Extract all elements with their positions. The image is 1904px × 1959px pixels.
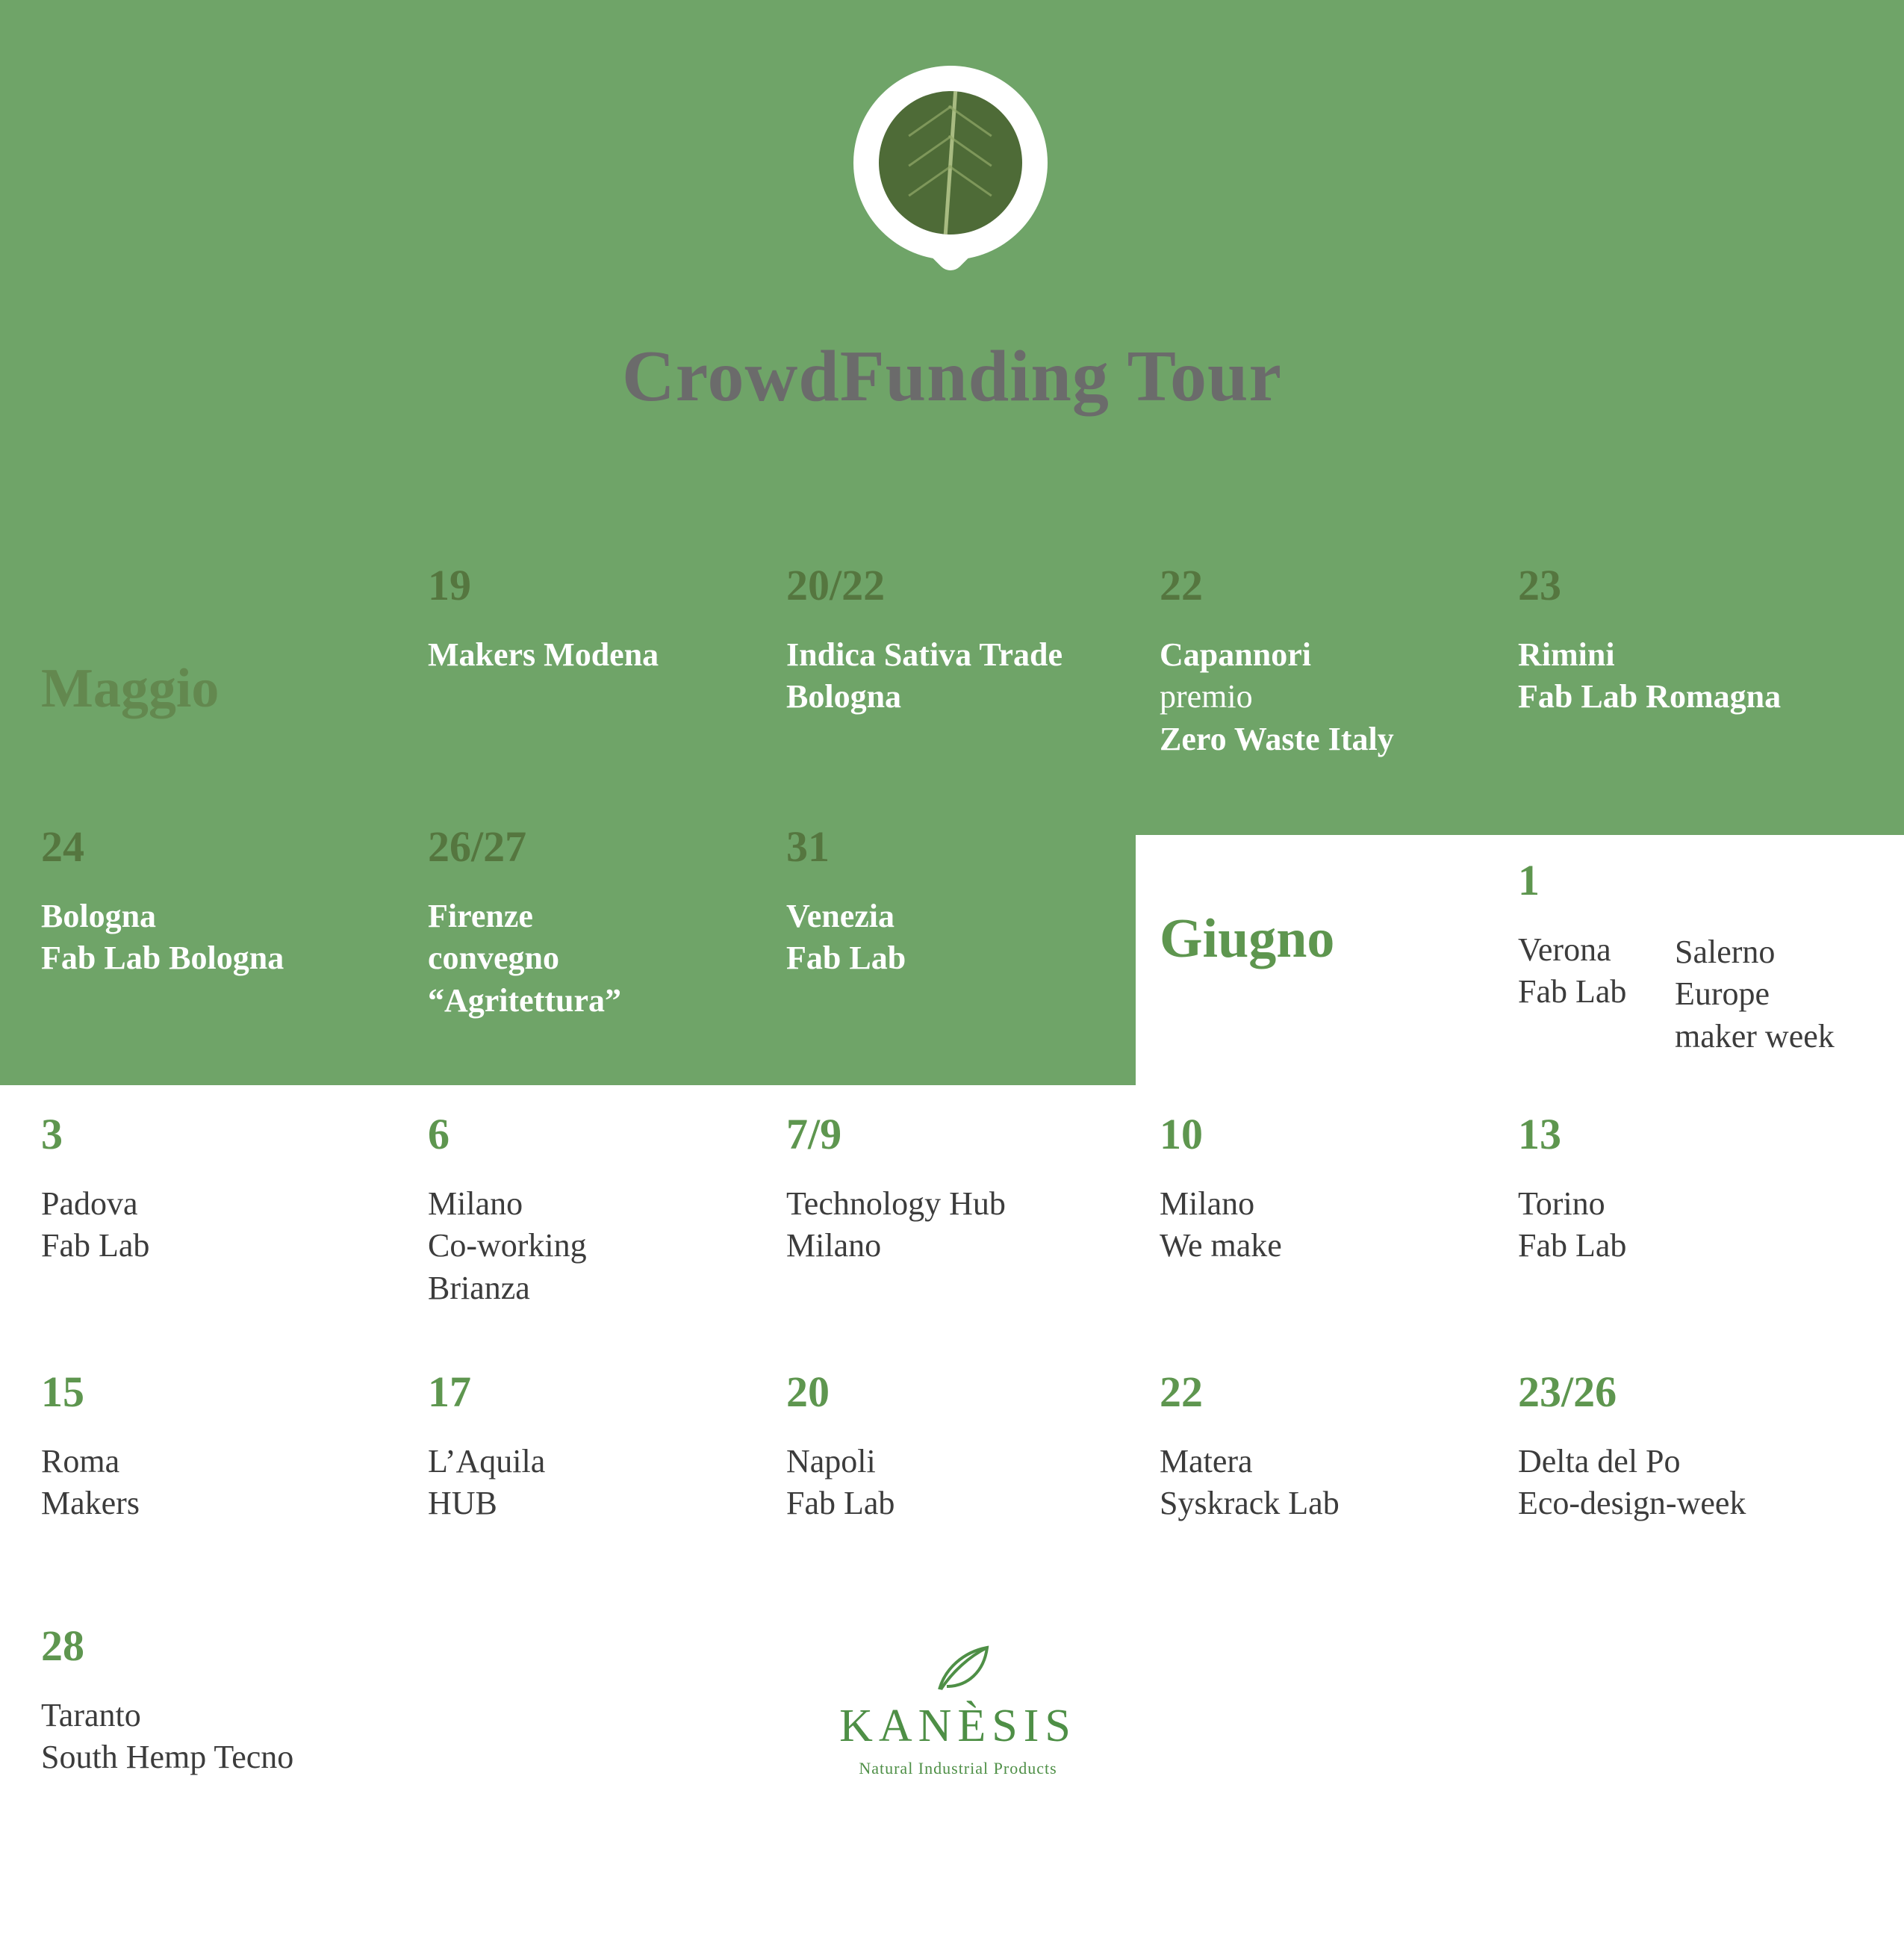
page-title: CrowdFunding Tour xyxy=(622,336,1282,417)
kanesis-wordmark: KANÈSIS xyxy=(839,1701,1077,1751)
event-line: Delta del Po xyxy=(1518,1443,1681,1480)
event-line: Indica Sativa Trade xyxy=(786,636,1063,673)
event-line: Roma xyxy=(41,1443,120,1480)
day-number: 24 xyxy=(41,822,84,871)
event-line: premio xyxy=(1160,678,1253,715)
event-line: Brianza xyxy=(428,1269,530,1306)
month-label-giugno xyxy=(1160,907,1496,971)
event-line: Firenze xyxy=(428,898,533,934)
event-line: Bologna xyxy=(786,678,902,715)
event-line: Fab Lab xyxy=(786,940,906,977)
event-line: Fab Lab xyxy=(1518,973,1627,1010)
event-line: Syskrack Lab xyxy=(1160,1485,1340,1522)
event-maggio-23 xyxy=(1518,561,1891,718)
event-line: Zero Waste Italy xyxy=(1160,720,1394,757)
event-line: Verona xyxy=(1518,931,1611,968)
day-number: 28 xyxy=(41,1621,84,1670)
event-line: Venezia xyxy=(786,898,895,934)
event-line: Europe xyxy=(1675,975,1770,1013)
event-line: Padova xyxy=(41,1185,138,1222)
day-number: 7/9 xyxy=(786,1110,842,1158)
event-giugno-7-9 xyxy=(786,1110,1130,1267)
event-line: Milano xyxy=(1160,1185,1255,1222)
event-maggio-26-27 xyxy=(428,822,779,1022)
event-line: Makers xyxy=(41,1485,140,1522)
event-line: HUB xyxy=(428,1485,497,1522)
event-giugno-1-verona xyxy=(1518,856,1675,1013)
day-number: 20/22 xyxy=(786,561,886,609)
day-number: 22 xyxy=(1160,1367,1203,1416)
event-maggio-31 xyxy=(786,822,1130,980)
day-number: 15 xyxy=(41,1367,84,1416)
event-line: South Hemp Tecno xyxy=(41,1739,294,1776)
day-number: 3 xyxy=(41,1110,63,1158)
event-line: L’Aquila xyxy=(428,1443,546,1480)
event-line: Makers Modena xyxy=(428,636,659,673)
event-giugno-17 xyxy=(428,1367,779,1525)
leaf-vein-3 xyxy=(908,165,952,197)
event-giugno-1-salerno xyxy=(1675,931,1899,1058)
kanesis-logo xyxy=(831,1643,1085,1778)
leaf-vein-5 xyxy=(948,135,992,167)
day-number: 1 xyxy=(1518,856,1540,904)
month-label-giugno-text: Giugno xyxy=(1160,908,1335,969)
event-line: Rimini xyxy=(1518,636,1615,673)
event-giugno-15 xyxy=(41,1367,392,1525)
month-label-maggio-text: Maggio xyxy=(41,658,220,719)
pin-leaf-image xyxy=(879,91,1022,235)
event-line: Fab Lab xyxy=(1518,1227,1627,1264)
event-giugno-6 xyxy=(428,1110,779,1309)
kanesis-tagline: Natural Industrial Products xyxy=(859,1759,1057,1778)
event-giugno-10 xyxy=(1160,1110,1496,1267)
map-pin-leaf-icon xyxy=(853,66,1048,312)
day-number: 19 xyxy=(428,561,471,609)
event-giugno-13 xyxy=(1518,1110,1891,1267)
day-number: 26/27 xyxy=(428,822,527,871)
event-maggio-24 xyxy=(41,822,392,980)
event-line: Bologna xyxy=(41,898,157,934)
event-giugno-22 xyxy=(1160,1367,1496,1525)
event-line: Capannori xyxy=(1160,636,1311,673)
event-giugno-23-26 xyxy=(1518,1367,1891,1525)
event-line: Co-working xyxy=(428,1227,587,1264)
event-line: “Agritettura” xyxy=(428,981,622,1019)
event-line: Torino xyxy=(1518,1185,1605,1222)
day-number: 20 xyxy=(786,1367,830,1416)
event-line: Technology Hub xyxy=(786,1185,1006,1222)
leaf-vein-1 xyxy=(908,105,952,137)
event-giugno-28 xyxy=(41,1621,392,1779)
event-maggio-22 xyxy=(1160,561,1496,760)
day-number: 13 xyxy=(1518,1110,1561,1158)
event-line: Matera xyxy=(1160,1443,1253,1480)
event-maggio-19 xyxy=(428,561,779,676)
pin-head-shape xyxy=(853,66,1048,260)
day-number: 22 xyxy=(1160,561,1203,609)
day-number: 17 xyxy=(428,1367,471,1416)
event-line: convegno xyxy=(428,940,559,977)
day-number: 23 xyxy=(1518,561,1561,609)
day-number: 23/26 xyxy=(1518,1367,1617,1416)
event-line: Salerno xyxy=(1675,934,1776,970)
event-line: maker week xyxy=(1675,1017,1835,1055)
event-line: Eco-design-week xyxy=(1518,1485,1746,1522)
leaf-vein-2 xyxy=(908,135,952,167)
leaf-vein-6 xyxy=(948,165,992,197)
day-number: 10 xyxy=(1160,1110,1203,1158)
event-line: Fab Lab xyxy=(786,1485,895,1522)
day-number: 31 xyxy=(786,822,830,871)
event-line: Milano xyxy=(786,1227,882,1264)
event-line: Fab Lab xyxy=(41,1227,150,1264)
event-line: Fab Lab Romagna xyxy=(1518,678,1782,715)
event-line: We make xyxy=(1160,1227,1282,1264)
event-giugno-20 xyxy=(786,1367,1130,1525)
event-line: Napoli xyxy=(786,1443,876,1480)
event-giugno-3 xyxy=(41,1110,392,1267)
event-line: Taranto xyxy=(41,1697,141,1733)
month-label-maggio xyxy=(41,657,392,721)
event-line: Fab Lab Bologna xyxy=(41,940,284,977)
event-maggio-20-22 xyxy=(786,561,1130,718)
event-line: Milano xyxy=(428,1185,523,1222)
leaf-icon xyxy=(924,1643,992,1695)
day-number: 6 xyxy=(428,1110,449,1158)
